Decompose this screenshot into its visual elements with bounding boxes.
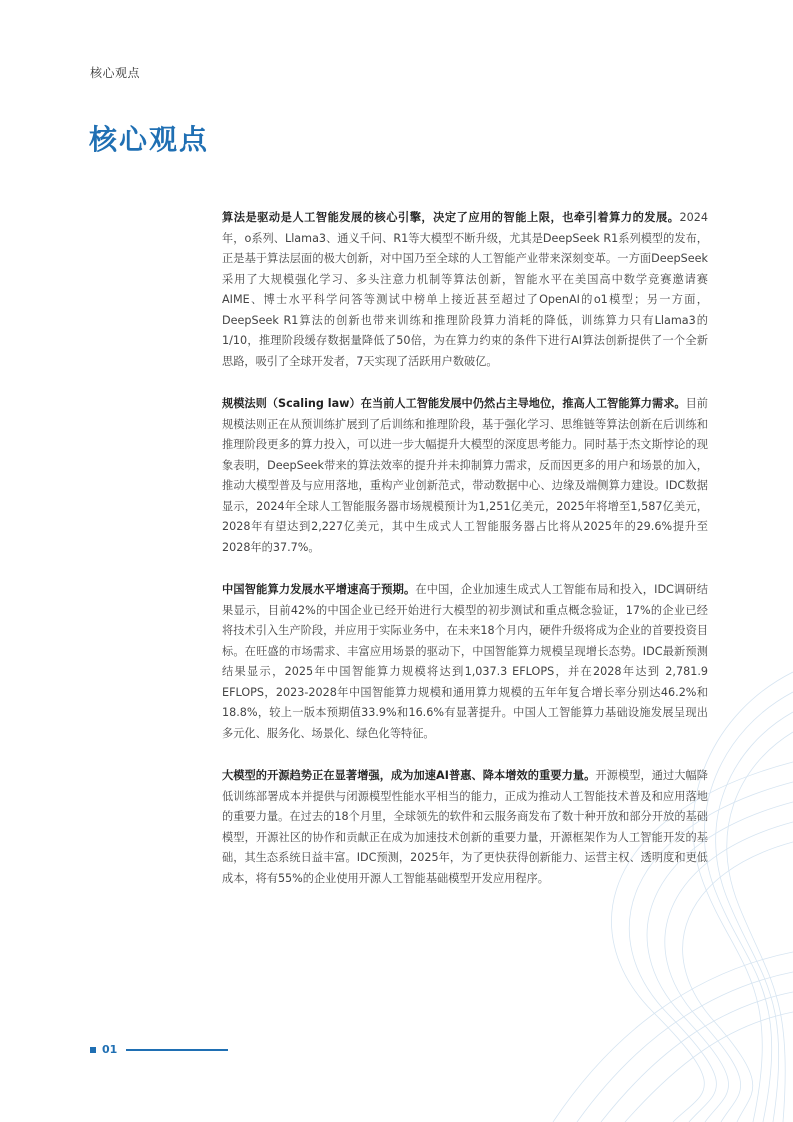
paragraph-lead: 中国智能算力发展水平增速高于预期。	[222, 583, 416, 596]
footer-divider-line	[126, 1049, 228, 1051]
running-header: 核心观点	[90, 66, 141, 80]
paragraph-lead: 大模型的开源趋势正在显著增强，成为加速AI普惠、降本增效的重要力量。	[222, 769, 596, 782]
paragraph-body: 目前规模法则正在从预训练扩展到了后训练和推理阶段，基于强化学习、思维链等算法创新在后训练和推理阶段更多的算力投入，可以进一步大幅提升大模型的深度思考能力。同时基于杰文斯悖论的现象表明，DeepSeek带来的算法效率的提升并未抑制算力需求，反而因更多的用户和场景的加入，推动大模型普及与应用落地，重构产业创新范式，带动数据中心、边缘及端侧算力建设。IDC数据显示，2024年全球人工智能服务器市场规模预计为1,251亿美元，2025年将增至1,587亿美元，2028年有望达到2,227亿美元，其中生成式人工智能服务器占比将从2025年的29.6%提升至2028年的37.7%。	[222, 397, 708, 554]
footer-square-marker	[90, 1047, 96, 1053]
page-number: 01	[102, 1043, 118, 1056]
paragraph-scaling-law	[222, 394, 708, 558]
paragraph-lead: 规模法则（Scaling law）在当前人工智能发展中仍然占主导地位，推高人工智能算力需求。	[222, 397, 686, 410]
paragraph-body: 在中国，企业加速生成式人工智能布局和投入，IDC调研结果显示，目前42%的中国企业已经开始进行大模型的初步测试和重点概念验证，17%的企业已经将技术引入生产阶段，并应用于实际业务中，在未来18个月内，硬件升级将成为企业的首要投资目标。在旺盛的市场需求、丰富应用场景的驱动下，中国智能算力规模呈现增长态势。IDC最新预测结果显示，2025年中国智能算力规模将达到1,037.3 EFLOPS，并在2028年达到 2,781.9 EFLOPS，2023-2028年中国智能算力规模和通用算力规模的五年年复合增长率分别达46.2%和18.8%，较上一版本预期值33.9%和16.6%有显著提升。中国人工智能算力基础设施发展呈现出多元化、服务化、场景化、绿色化等特征。	[222, 583, 708, 740]
paragraph-body: 开源模型，通过大幅降低训练部署成本并提供与闭源模型性能水平相当的能力，正成为推动人工智能技术普及和应用落地的重要力量。在过去的18个月里，全球领先的软件和云服务商发布了数十种开放和部分开放的基础模型，开源社区的协作和贡献正在成为加速技术创新的重要力量，开源框架作为人工智能开发的基础，其生态系统日益丰富。IDC预测，2025年，为了更快获得创新能力、运营主权、透明度和更低成本，将有55%的企业使用开源人工智能基础模型开发应用程序。	[222, 769, 708, 885]
paragraph-body: 2024年，o系列、Llama3、通义千问、R1等大模型不断升级，尤其是DeepSeek R1系列模型的发布，正是基于算法层面的极大创新，对中国乃至全球的人工智能产业带来深刻变革。一方面DeepSeek采用了大规模强化学习、多头注意力机制等算法创新，智能水平在美国高中数学竞赛邀请赛AIME、博士水平科学问答等测试中榜单上接近甚至超过了OpenAI的o1模型；另一方面，DeepSeek R1算法的创新也带来训练和推理阶段算力消耗的降低，训练算力只有Llama3的1/10，推理阶段缓存数据量降低了50倍，为在算力约束的条件下进行AI算法创新提供了一个全新思路，吸引了全球开发者，7天实现了活跃用户数破亿。	[222, 211, 708, 368]
page-title: 核心观点	[89, 123, 210, 156]
contour-lines-decoration	[453, 652, 793, 1122]
paragraph-lead: 算法是驱动是人工智能发展的核心引擎，决定了应用的智能上限，也牵引着算力的发展。	[222, 211, 680, 224]
paragraph-algorithm	[222, 208, 708, 372]
